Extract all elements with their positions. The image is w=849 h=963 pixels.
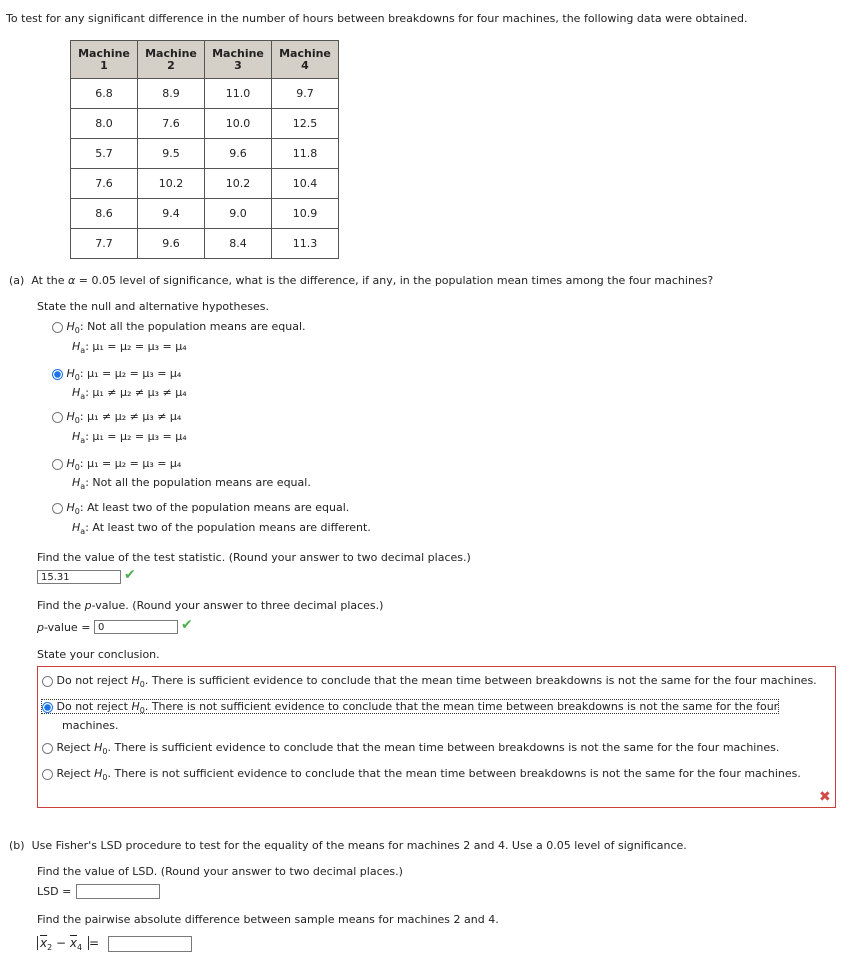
- state-hypotheses-prompt: State the null and alternative hypotheses.: [37, 300, 269, 313]
- check-icon: ✔: [124, 567, 136, 583]
- table-cell: 8.0: [71, 109, 138, 139]
- table-row: [71, 139, 339, 169]
- check-icon: ✔: [181, 617, 193, 633]
- hypothesis-radio-5[interactable]: [52, 503, 63, 514]
- part-b-question: (b) Use Fisher's LSD procedure to test for the equality of the means for machines 2 and 4. Use a 0.05 level of significance.: [9, 839, 687, 852]
- table-cell: 11.0: [205, 79, 272, 109]
- conclusion-radio-1[interactable]: [42, 676, 53, 687]
- conclusion-radio-4[interactable]: [42, 769, 53, 780]
- table-cell: 9.6: [138, 229, 205, 259]
- table-cell: 9.7: [272, 79, 339, 109]
- hypothesis-option-5-ha: $H_a$: At least two of the population means are different.: [72, 521, 371, 536]
- table-cell: 10.2: [205, 169, 272, 199]
- table-cell: 10.4: [272, 169, 339, 199]
- hypothesis-radio-4[interactable]: [52, 459, 63, 470]
- table-row: [71, 229, 339, 259]
- conclusion-prompt: State your conclusion.: [37, 648, 160, 661]
- table-cell: 7.6: [138, 109, 205, 139]
- data-table: [70, 40, 339, 259]
- pairwise-prompt: Find the pairwise absolute difference between sample means for machines 2 and 4.: [37, 913, 499, 926]
- hypothesis-option-3-ha: $H_a$: μ₁ = μ₂ = μ₃ = μ₄: [72, 430, 187, 445]
- part-a-question: (a) At the α = 0.05 level of significance, what is the difference, if any, in the population mean times among the four machines?: [9, 274, 714, 287]
- incorrect-x-icon: ✖: [819, 789, 831, 805]
- lsd-label: LSD =: [37, 885, 72, 898]
- test-statistic-input[interactable]: 15.31: [37, 570, 121, 584]
- table-cell: 12.5: [272, 109, 339, 139]
- hypothesis-radio-3[interactable]: [52, 412, 63, 423]
- table-cell: 9.0: [205, 199, 272, 229]
- table-cell: 9.4: [138, 199, 205, 229]
- table-cell: 9.5: [138, 139, 205, 169]
- hypothesis-option-1[interactable]: $H_0$: Not all the population means are equal.: [52, 320, 306, 333]
- table-header-cell: Machine 3: [205, 41, 272, 79]
- table-cell: 8.4: [205, 229, 272, 259]
- table-header-row: [71, 41, 339, 79]
- conclusion-radio-2[interactable]: [42, 702, 53, 713]
- table-row: [71, 109, 339, 139]
- table-cell: 8.6: [71, 199, 138, 229]
- conclusion-option-2[interactable]: Do not reject $H_0$. There is not sufficient evidence to conclude that the mean time between breakdowns is not the same for the four: [42, 700, 778, 713]
- intro-text: To test for any significant difference in the number of hours between breakdowns for four machines, the following data were obtained.: [6, 12, 748, 25]
- hypothesis-option-1-ha: $H_a$: μ₁ = μ₂ = μ₃ = μ₄: [72, 340, 187, 355]
- table-header-cell: Machine 4: [272, 41, 339, 79]
- table-cell: 9.6: [205, 139, 272, 169]
- table-cell: 5.7: [71, 139, 138, 169]
- table-row: [71, 169, 339, 199]
- hypothesis-option-2-ha: $H_a$: μ₁ ≠ μ₂ ≠ μ₃ ≠ μ₄: [72, 386, 187, 401]
- table-row: [71, 199, 339, 229]
- table-cell: 10.9: [272, 199, 339, 229]
- conclusion-option-3[interactable]: Reject $H_0$. There is sufficient evidence to conclude that the mean time between breakdowns is not the same for the four machines.: [42, 741, 779, 754]
- table-cell: 10.2: [138, 169, 205, 199]
- hypothesis-option-4-ha: $H_a$: Not all the population means are equal.: [72, 476, 311, 491]
- conclusion-option-1[interactable]: Do not reject $H_0$. There is sufficient evidence to conclude that the mean time between breakdowns is not the same for the four machines.: [42, 674, 817, 687]
- part-a-label: (a): [9, 274, 25, 287]
- hypothesis-option-2[interactable]: $H_0$: μ₁ = μ₂ = μ₃ = μ₄: [52, 367, 181, 380]
- hypothesis-radio-1[interactable]: [52, 322, 63, 333]
- hypothesis-option-3[interactable]: $H_0$: μ₁ ≠ μ₂ ≠ μ₃ ≠ μ₄: [52, 410, 181, 423]
- pvalue-label: p-value =: [37, 621, 91, 634]
- lsd-input[interactable]: [76, 884, 160, 899]
- table-cell: 11.8: [272, 139, 339, 169]
- table-cell: 8.9: [138, 79, 205, 109]
- pairwise-input[interactable]: [108, 936, 192, 952]
- conclusion-option-4[interactable]: Reject $H_0$. There is not sufficient evidence to conclude that the mean time between breakdowns is not the same for the four machines.: [42, 767, 801, 780]
- conclusion-option-2-cont: machines.: [62, 719, 119, 732]
- hypothesis-option-4[interactable]: $H_0$: μ₁ = μ₂ = μ₃ = μ₄: [52, 457, 181, 470]
- conclusion-box: [37, 666, 836, 808]
- table-row: [71, 79, 339, 109]
- test-statistic-prompt: Find the value of the test statistic. (Round your answer to two decimal places.): [37, 551, 471, 564]
- pvalue-prompt: Find the p-value. (Round your answer to three decimal places.): [37, 599, 384, 612]
- hypothesis-option-5[interactable]: $H_0$: At least two of the population means are equal.: [52, 501, 349, 514]
- alpha-symbol: α: [68, 274, 76, 287]
- part-b-label: (b): [9, 839, 25, 852]
- table-header-cell: Machine 1: [71, 41, 138, 79]
- pairwise-formula: $\overline{x}_2 - \overline{x}_4$ =: [37, 936, 99, 950]
- table-cell: 7.7: [71, 229, 138, 259]
- table-header-cell: Machine 2: [138, 41, 205, 79]
- table-cell: 6.8: [71, 79, 138, 109]
- table-cell: 11.3: [272, 229, 339, 259]
- table-cell: 10.0: [205, 109, 272, 139]
- lsd-prompt: Find the value of LSD. (Round your answer to two decimal places.): [37, 865, 403, 878]
- table-cell: 7.6: [71, 169, 138, 199]
- hypothesis-radio-2[interactable]: [52, 369, 63, 380]
- pvalue-input[interactable]: 0: [94, 620, 178, 634]
- conclusion-radio-3[interactable]: [42, 743, 53, 754]
